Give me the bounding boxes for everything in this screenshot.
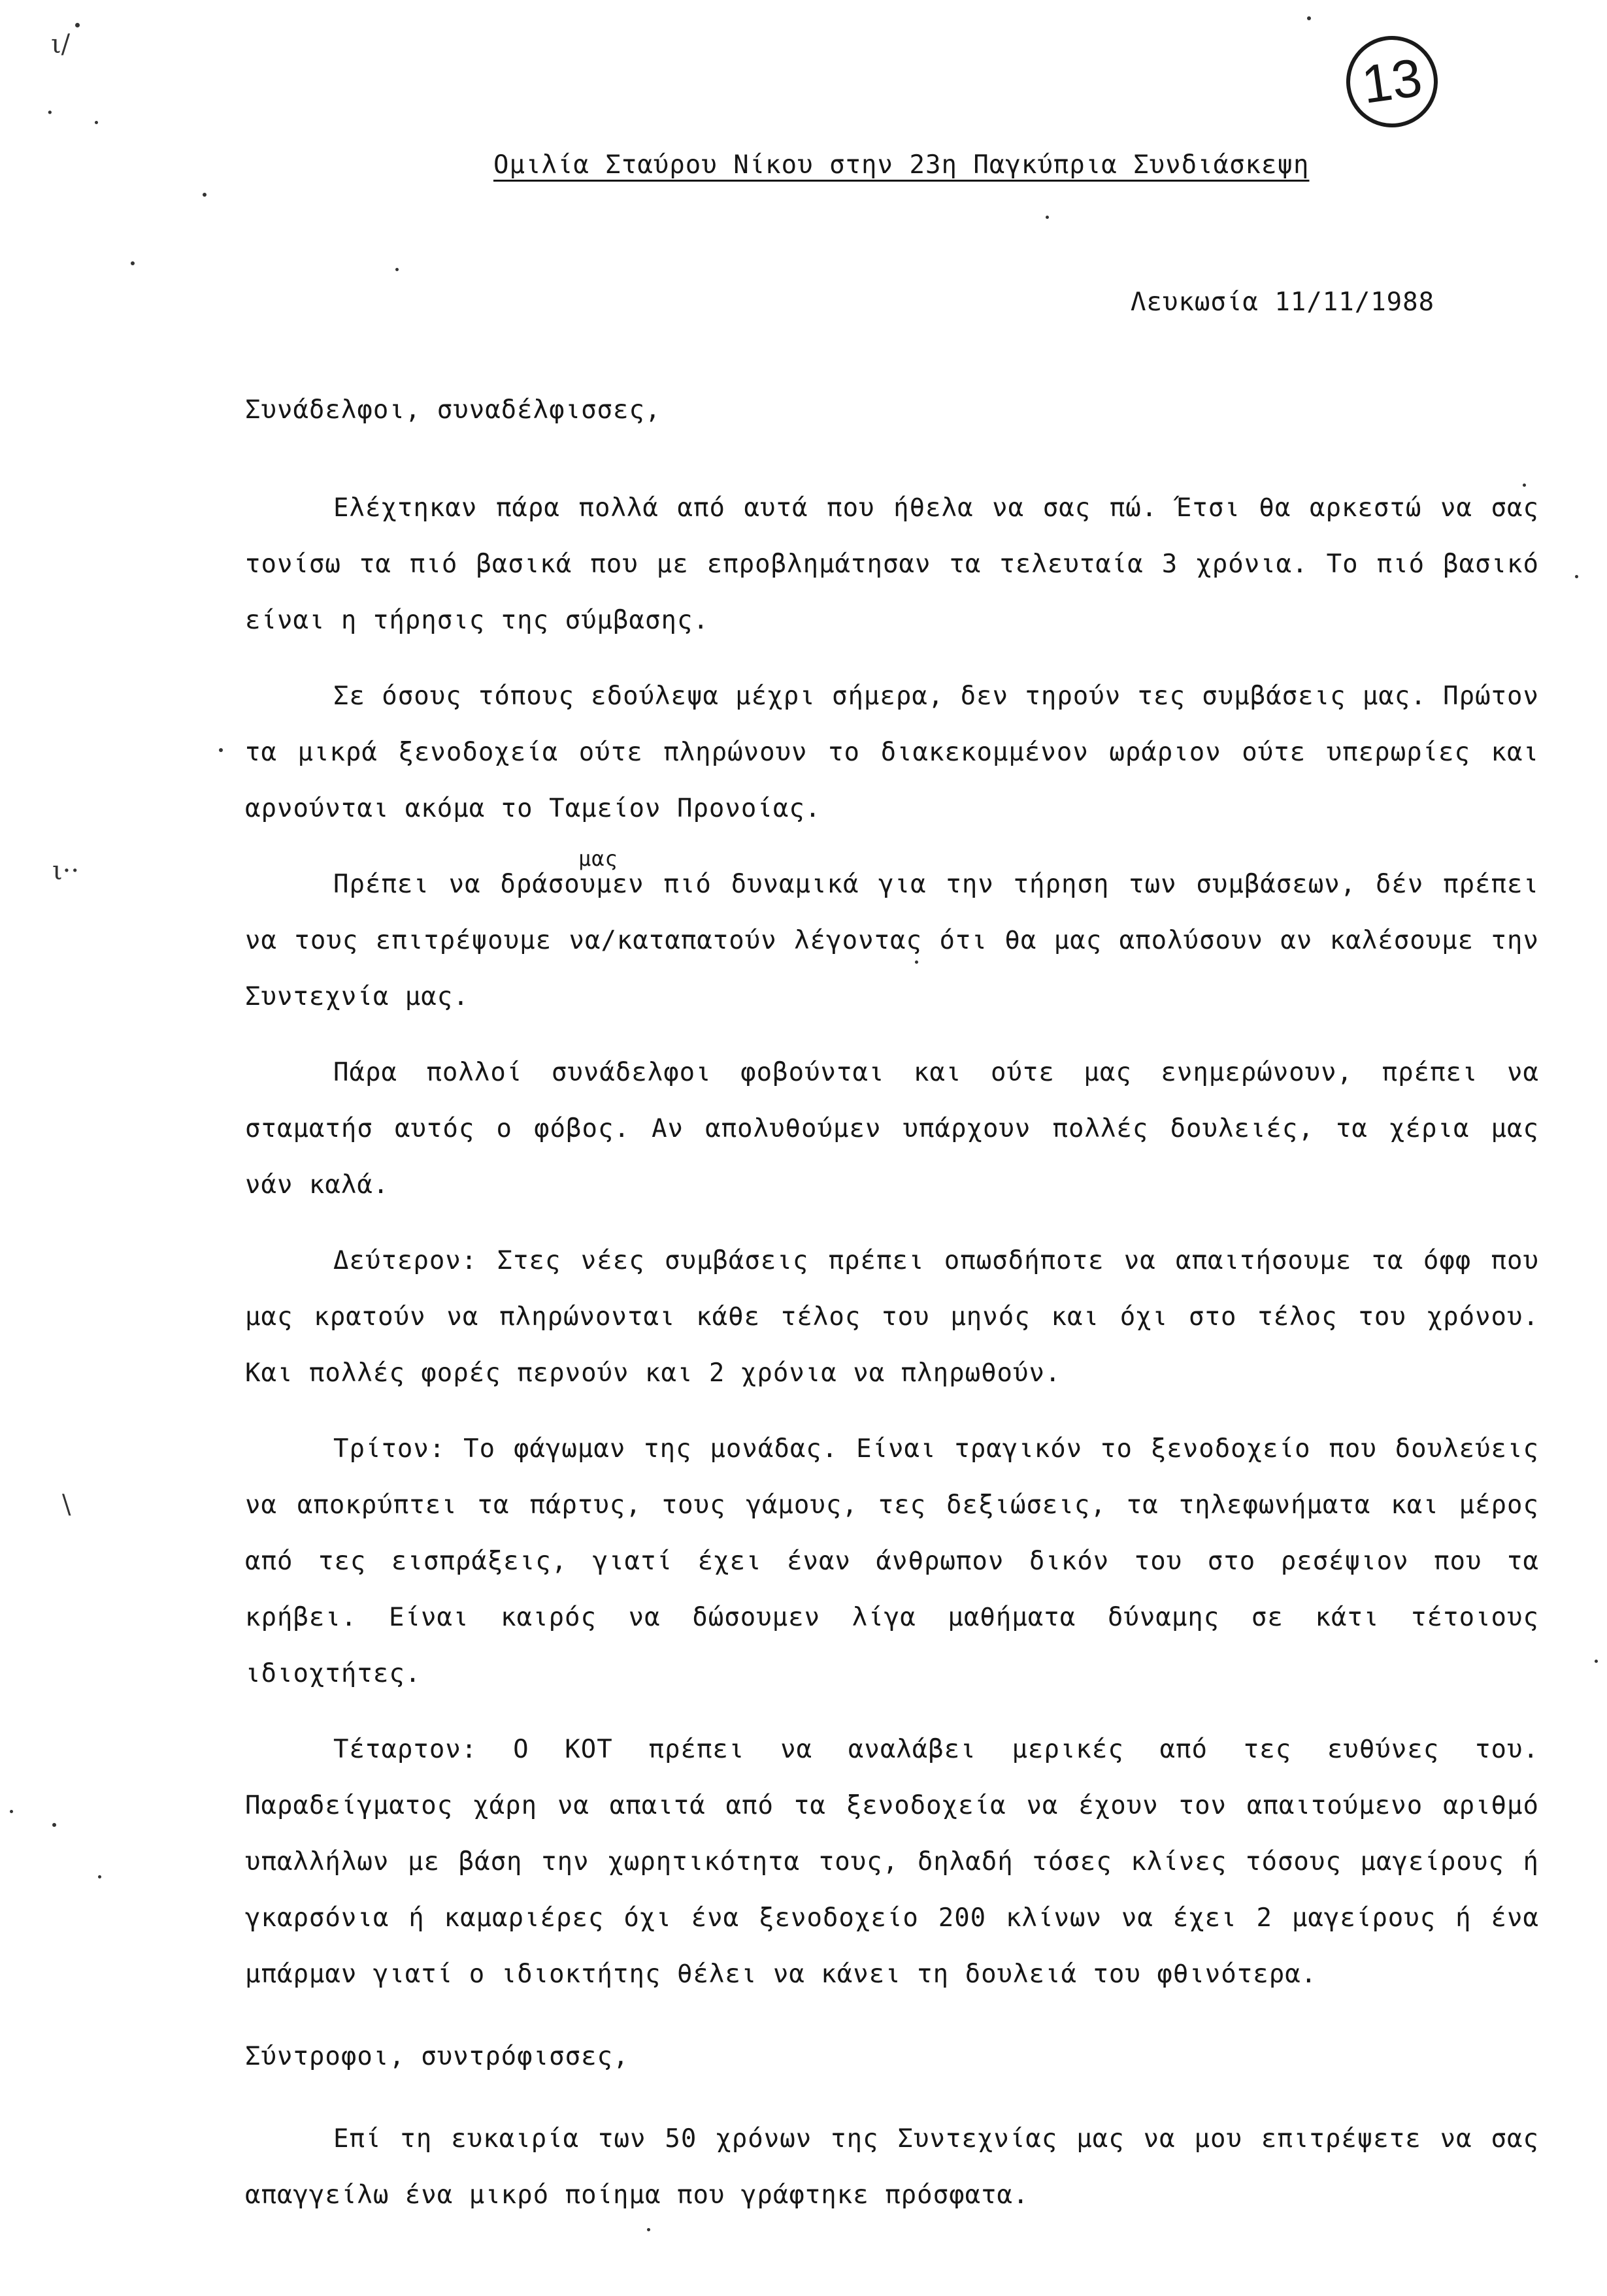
margin-mark: ι·· — [52, 856, 80, 886]
scan-speck — [915, 960, 918, 964]
salutation-text: Συνάδελφοι, συναδέλφισσες, — [245, 395, 661, 425]
scan-speck — [203, 193, 207, 197]
scan-speck — [75, 23, 80, 27]
scan-speck — [395, 268, 399, 271]
paragraph-1: Ελέχτηκαν πάρα πολλά από αυτά που ήθελα να σας πώ. Έτσι θα αρκεστώ να σας τονίσω τα πιό βασικά που με επροβλημάτησαν τα τελευταία 3 χρόνια. Το πιό βασικό είναι η τήρησις της σύμβασης. — [245, 493, 1539, 635]
dateline: Λευκωσία 11/11/1988 — [1131, 287, 1435, 317]
scan-speck — [647, 2228, 650, 2231]
margin-mark: · — [46, 98, 54, 128]
handwritten-insert: μας — [578, 846, 618, 871]
paragraph-3: Πρέπει να δράσουμεν πιό δυναμικά για την τήρηση των συμβάσεων, δέν πρέπει να τους επιτρέψουμε να/καταπατούν λέγοντας ότι θα μας απολύσουν αν καλέσουμε την Συντεχνία μας. — [245, 870, 1539, 1011]
paragraph-4: Πάρα πολλοί συνάδελφοι φοβούνται και ούτε μας ενημερώνουν, πρέπει να σταματήσ αυτός ο φόβος. Αν απολυθούμεν υπάρχουν πολλές δουλειές, τα χέρια μας νάν καλά. — [245, 1058, 1539, 1200]
page-number-circle: 13 — [1340, 30, 1444, 133]
salutation — [245, 382, 1539, 438]
scan-speck — [1523, 484, 1526, 487]
scan-speck — [219, 748, 223, 752]
scan-speck — [131, 261, 135, 265]
closing-salutation: Σύντροφοι, συντρόφισσες, — [245, 2042, 629, 2071]
paragraph-6: Τρίτον: Το φάγωμαν της μονάδας. Είναι τραγικόν το ξενοδοχείο που δουλεύεις να αποκρύπτει τα πάρτυς, τους γάμους, τες δεξιώσεις, τα τηλεφωνήματα και μέρος από τες εισπράξεις, γιατί έχει έναν άνθρωπον δικόν του στο ρεσέψιον που τα κρήβει. Είναι καιρός να δώσουμεν λίγα μαθήματα δύναμης σε κάτι τέτοιους ιδιοχτήτες. — [245, 1434, 1539, 1688]
scan-speck — [1307, 16, 1311, 20]
paragraph-2: Σε όσους τόπους εδούλεψα μέχρι σήμερα, δεν τηρούν τες συμβάσεις μας. Πρώτον τα μικρά ξενοδοχεία ούτε πληρώνουν το διακεκομμένον ωράριον ούτε υπερωρίες και αρνούνται ακόμα το Ταμείον Προνοίας. — [245, 681, 1539, 823]
closing-paragraph: Επί τη ευκαιρία των 50 χρόνων της Συντεχνίας μας να μου επιτρέψετε να σας απαγγείλω ένα μικρό ποίημα που γράφτηκε πρόσφατα. — [245, 2124, 1539, 2210]
scan-speck — [1046, 216, 1049, 219]
margin-mark: ι/ — [51, 29, 71, 59]
scan-speck — [1575, 575, 1578, 578]
document-title: Ομιλία Σταύρου Νίκου στην 23η Παγκύπρια Συνδιάσκεψη — [493, 150, 1310, 180]
body-section — [245, 480, 1539, 2223]
scan-speck — [98, 1875, 101, 1878]
paragraph-7: Τέταρτον: Ο ΚΟΤ πρέπει να αναλάβει μερικές από τες ευθύνες του. Παραδείγματος χάρη να απαιτά από τα ξενοδοχεία να έχουν τον απαιτούμενο αριθμό υπαλλήλων με βάση την χωρητικότητα τους, δηλαδή τόσες κλίνες τόσους μαγείρους ή γκαρσόνια ή καμαριέρες όχι ένα ξενοδοχείο 200 κλίνων να έχει 2 μαγείρους ή ένα μπάρμαν γιατί ο ιδιοκτήτης θέλει να κάνει τη δουλειά του φθινότερα. — [245, 1735, 1539, 1989]
margin-mark: \ — [62, 1490, 71, 1520]
scan-speck — [1595, 1660, 1598, 1663]
scan-speck — [95, 121, 98, 124]
paragraph-5: Δεύτερον: Στες νέες συμβάσεις πρέπει οπωσδήποτε να απαιτήσουμε τα όφφ που μας κρατούν να πληρώνονται κάθε τέλος του μηνός και όχι στο τέλος του χρόνου. Και πολλές φορές περνούν και 2 χρόνια να πληρωθούν. — [245, 1246, 1539, 1388]
scan-speck — [10, 1810, 13, 1813]
scan-speck — [52, 1823, 56, 1827]
